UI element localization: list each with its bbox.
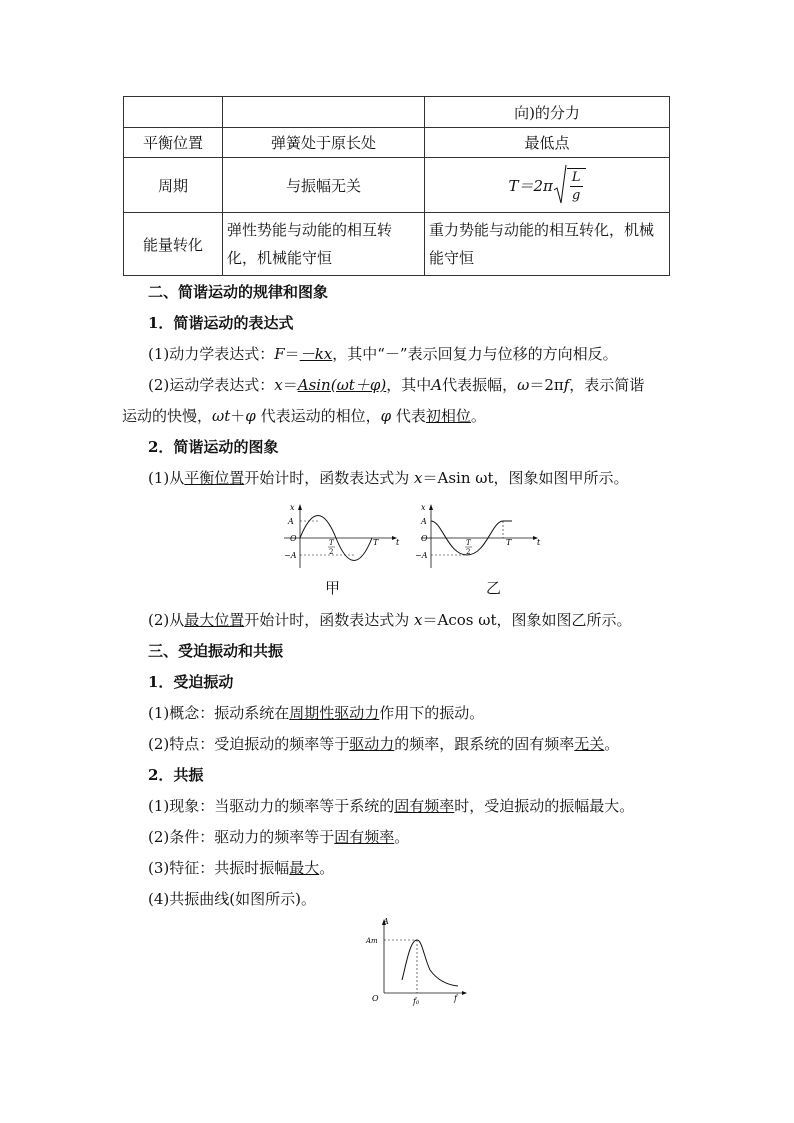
origin-label: O [421, 534, 428, 543]
table-row [124, 128, 670, 158]
paragraph: (1)动力学表达式：F＝－kx，其中“－”表示回复力与位移的方向相反。 [148, 345, 618, 363]
x-axis-label: x [421, 503, 426, 512]
t-axis-label: t [537, 538, 541, 547]
subsection-heading: 2．简谐运动的图象 [148, 438, 279, 456]
table-row [124, 97, 670, 128]
amplitude-label: A [421, 517, 427, 526]
paragraph: (2)特点：受迫振动的频率等于驱动力的频率，跟系统的固有频率无关。 [148, 735, 620, 753]
paragraph: (2)条件：驱动力的频率等于固有频率。 [148, 828, 410, 846]
table-cell: 平衡位置 [124, 128, 223, 158]
graph-jia [284, 503, 400, 568]
period-label: T [506, 538, 512, 547]
half-period-den: 2 [329, 548, 334, 556]
table-cell [223, 97, 425, 128]
half-period-den: 2 [466, 548, 471, 556]
A-axis-label: A [383, 917, 389, 926]
section-heading: 二、简谐运动的规律和图象 [148, 283, 329, 301]
origin-label: O [290, 534, 297, 543]
paragraph: (2)运动学表达式：x＝Asin(ωt＋φ)，其中A代表振幅，ω＝2πf，表示简谐 [148, 376, 645, 394]
table-row [124, 158, 670, 213]
table-cell [124, 97, 223, 128]
Am-label: Am [366, 937, 378, 945]
paragraph: (3)特征：共振时振幅最大。 [148, 859, 335, 877]
table-cell: 向)的分力 [425, 97, 670, 128]
period-formula-prefix: T＝2π [508, 176, 553, 195]
figure-caption-jia: 甲 [325, 579, 341, 597]
section-heading: 三、受迫振动和共振 [148, 642, 284, 660]
f-axis-label: f [454, 994, 457, 1003]
paragraph: (1)从平衡位置开始计时，函数表达式为 x＝Asin ωt，图象如图甲所示。 [148, 469, 629, 487]
neg-amplitude-label: −A [284, 551, 297, 560]
shm-graphs-figure [270, 498, 550, 573]
table-row [124, 213, 670, 276]
half-period-num: T [466, 539, 471, 547]
f0-label: f₀ [413, 997, 420, 1006]
resonance-curve-figure [362, 915, 472, 1007]
x-axis-label: x [290, 503, 295, 512]
subsection-heading: 1．简谐运动的表达式 [148, 314, 294, 332]
comparison-table [123, 96, 670, 276]
paragraph: (2)从最大位置开始计时，函数表达式为 x＝Acos ωt，图象如图乙所示。 [148, 611, 632, 629]
subsection-heading: 1．受迫振动 [148, 673, 234, 691]
figure-caption-yi: 乙 [486, 579, 502, 597]
fraction-denominator: g [572, 188, 581, 203]
sqrt-icon [553, 164, 567, 206]
neg-amplitude-label: −A [415, 551, 428, 560]
table-cell: 弹性势能与动能的相互转化，机械能守恒 [223, 213, 425, 276]
table-cell: 周期 [124, 158, 223, 213]
paragraph: (1)现象：当驱动力的频率等于系统的固有频率时，受迫振动的振幅最大。 [148, 797, 635, 815]
graph-yi [415, 503, 541, 568]
period-label: T [373, 538, 379, 547]
subsection-heading: 2．共振 [148, 766, 204, 784]
table-cell: 与振幅无关 [223, 158, 425, 213]
half-period-num: T [329, 539, 334, 547]
amplitude-label: A [288, 517, 294, 526]
paragraph: (4)共振曲线(如图所示)。 [148, 890, 316, 908]
paragraph: (1)概念：振动系统在周期性驱动力作用下的振动。 [148, 704, 485, 722]
t-axis-label: t [396, 538, 400, 547]
table-cell: 重力势能与动能的相互转化，机械能守恒 [425, 213, 670, 276]
table-cell: 弹簧处于原长处 [223, 128, 425, 158]
table-cell: 最低点 [425, 128, 670, 158]
paragraph: 运动的快慢，ωt＋φ 代表运动的相位，φ 代表初相位。 [122, 407, 486, 425]
origin-label: O [372, 994, 379, 1003]
resonance-curve [402, 940, 458, 986]
period-formula-cell [425, 158, 670, 213]
table-cell: 能量转化 [124, 213, 223, 276]
fraction-numerator: L [571, 170, 581, 185]
